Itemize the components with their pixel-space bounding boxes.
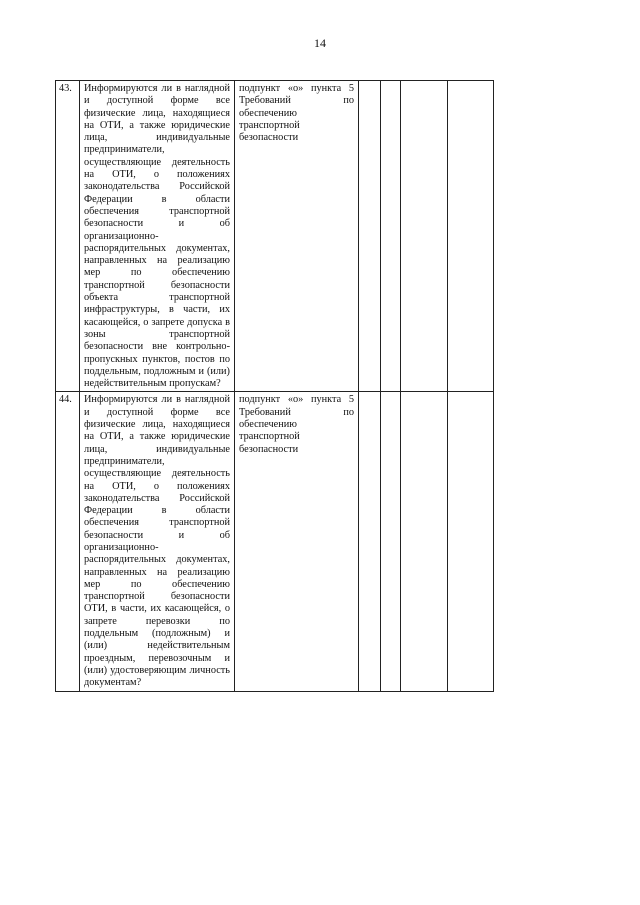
answer-cell-not-applicable[interactable] bbox=[401, 81, 448, 392]
row-number: 44. bbox=[56, 392, 80, 691]
table-row bbox=[56, 81, 494, 392]
question-text: Информируются ли в наглядной и доступной форме все физические лица, находящиеся на ОТИ, а также юридические лица, индивидуальные предприниматели, осуществляющие деятельность на ОТИ, о положениях законодательства Российской Федерации в области обеспечения транспортной безопасности и об организационно-распорядительных документах, направленных на реализацию мер по обеспечению транспортной безопасности ОТИ, в части, их касающейся, о запрете перевозки по поддельным (подложным) и (или) недействительным проездным, перевозочным и (или) удостоверяющим личность документам? bbox=[80, 392, 235, 691]
legal-basis-text: подпункт «о» пункта 5 Требований по обеспечению транспортной безопасности bbox=[235, 81, 359, 392]
answer-cell-no[interactable] bbox=[381, 392, 401, 691]
table-row bbox=[56, 392, 494, 691]
answer-cell-yes[interactable] bbox=[359, 392, 381, 691]
answer-cell-yes[interactable] bbox=[359, 81, 381, 392]
legal-basis-text: подпункт «о» пункта 5 Требований по обеспечению транспортной безопасности bbox=[235, 392, 359, 691]
answer-cell-not-applicable[interactable] bbox=[401, 392, 448, 691]
row-number: 43. bbox=[56, 81, 80, 392]
answer-cell-no[interactable] bbox=[381, 81, 401, 392]
question-text: Информируются ли в наглядной и доступной форме все физические лица, находящиеся на ОТИ, а также юридические лица, индивидуальные предприниматели, осуществляющие деятельность на ОТИ, о положениях законодательства Российской Федерации в области обеспечения транспортной безопасности и об организационно-распорядительных документах, направленных на реализацию мер по обеспечению транспортной безопасности объекта транспортной инфраструктуры, в части, их касающейся, о запрете допуска в зоны транспортной безопасности вне контрольно-пропускных пунктов, постов по поддельным, подложным и (или) недействительным пропускам? bbox=[80, 81, 235, 392]
page-number: 14 bbox=[314, 36, 326, 50]
answer-cell-notes[interactable] bbox=[448, 81, 494, 392]
checklist-table bbox=[55, 80, 494, 692]
answer-cell-notes[interactable] bbox=[448, 392, 494, 691]
